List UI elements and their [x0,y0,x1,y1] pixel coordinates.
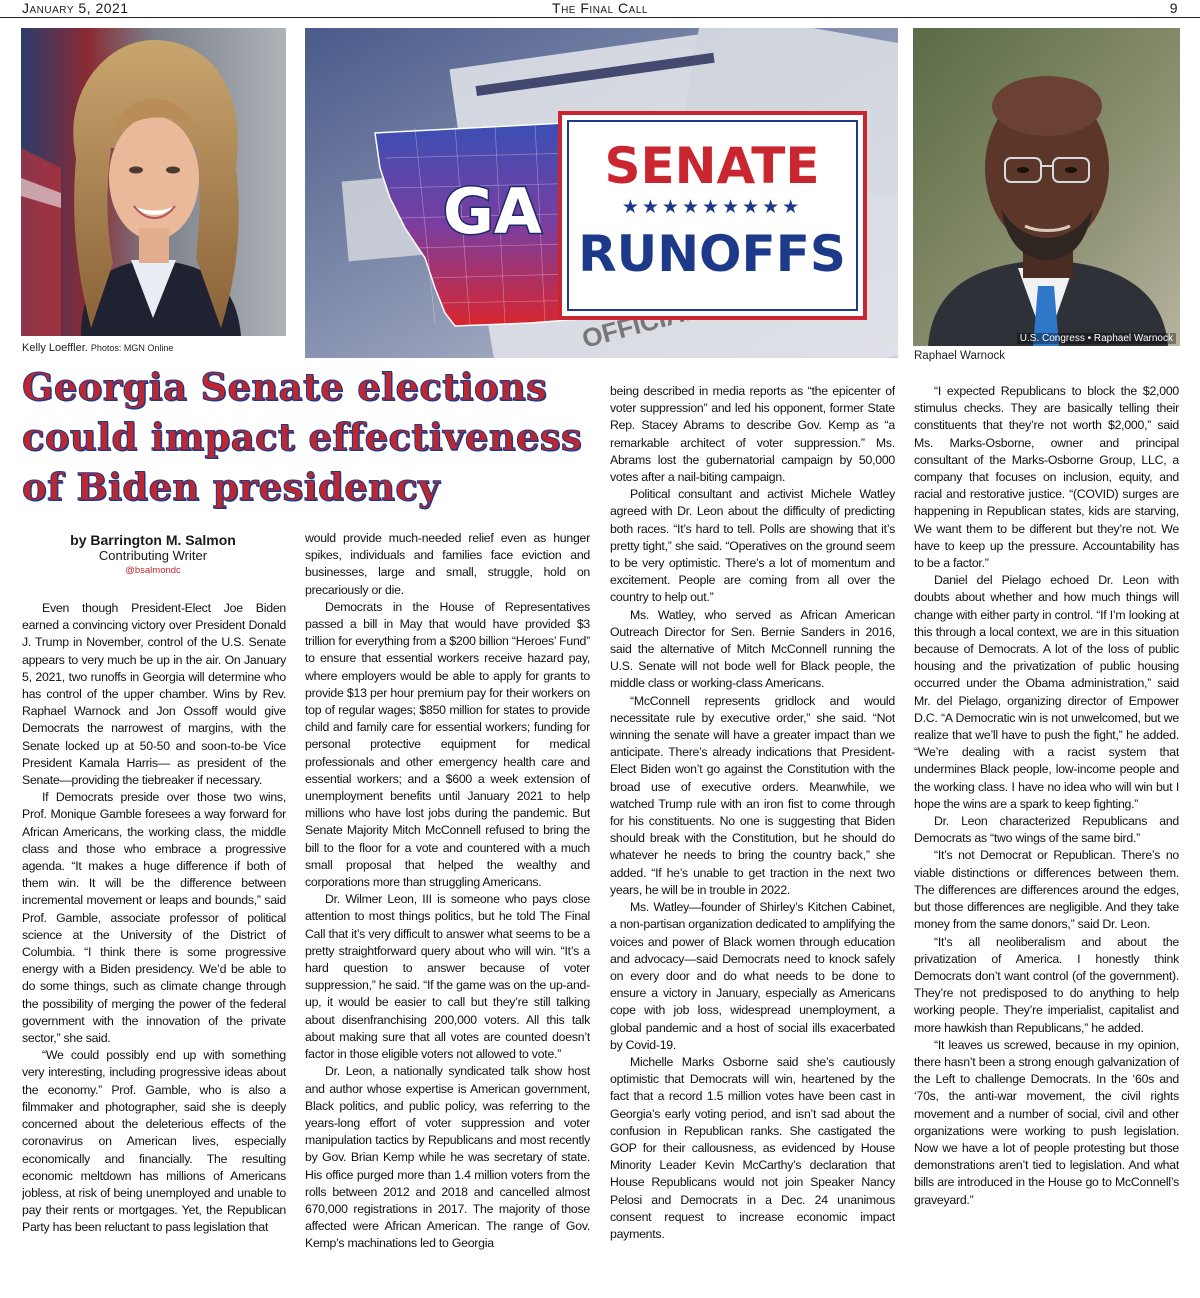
runoffs-label: RUNOFFS [578,225,846,283]
page-number: 9 [1169,0,1178,16]
page-folio [0,0,1200,18]
loeffler-caption-name: Kelly Loeffler. [22,342,88,354]
article-column-1 [22,600,286,1290]
paragraph: “We could possibly end up with something very interesting, including progressive ideas about the economy.” Prof. Gamble, who is also a filmmaker and photographer, said she is deeply concerned about the deleterious effects of the coronavirus on American lives, especially economically and financially. The resulting economic meltdown has millions of Americans jobless, at risk of being unemployed and unable to pay their rents or mortgages. Yet, the Republican Party has been reluctant to pass legislation that [22,1048,286,1235]
paragraph: “It’s not Democrat or Republican. There’s no viable distinctions or differences between them. The differences are differences around the edges, but those differences are negligible. And they take money from the same donors,” said Dr. Leon. [914,848,1179,932]
paragraph: Michelle Marks Osborne said she’s cautiously optimistic that Democrats will win, heartened by the fact that a record 1.5 million votes have been cast in Georgia’s early voting period, and isn’t sad about the confusion in Republican ranks. She castigated the GOP for their callousness, as evidenced by House Minority Leader Kevin McCarthy’s declaration that House Republicans would not join Speaker Nancy Pelosi and Democrats in a Dec. 24 unanimous consent request to increase economic impact payments. [610,1054,895,1241]
senate-label: SENATE [604,137,820,195]
warnock-photo-credit: U.S. Congress • Raphael Warnock [1017,333,1176,344]
paragraph: Political consultant and activist Michele Watley agreed with Dr. Leon about the difficulty of predicting both races. “It’s hard to tell. Polls are showing that it’s pretty tight,” she said. “Operatives on the ground seem to be very optimistic. There’s a lot of momentum and excitement. People are coming from all over the country to help out.” [610,487,895,605]
author-name: by Barrington M. Salmon [70,532,236,548]
author-handle[interactable]: @bsalmondc [125,565,181,576]
article-headline: Georgia Senate elections could impact effectiveness of Biden presidency [22,365,582,509]
paragraph: being described in media reports as “the epicenter of voter suppression” and led his opponent, former State Rep. Stacey Abrams to describe Gov. Kemp as “a remarkable architect of voter suppression.” Ms. Abrams lost the gubernatorial campaign by 50,000 votes after a nail-biting campaign. [610,384,895,485]
paragraph: Daniel del Pielago echoed Dr. Leon with doubts about whether and how much things will change with either party in control. “If I’m looking at this through a local context, we are in this situation because of Democrats. A lot of the loss of public housing and the privatization of public housing occurred under the Obama administration,” said Mr. del Pielago, organizing director of Empower D.C. “A Democratic win is not unwelcomed, but we realize that we’ll have to push the fight,” he added. “We’re dealing with a racist system that undermines Black people, low-income people and the working class. I have no idea who will win but I hope the wins are a spark to keep fighting.” [914,573,1179,811]
paragraph: would provide much-needed relief even as hunger spikes, individuals and families face eviction and businesses, large and small, struggle, hold on precariously or die. [305,531,590,597]
paragraph: Ms. Watley, who served as African American Outreach Director for Sen. Bernie Sanders in 2016, said the alternative of Mitch McConnell running the U.S. Senate will not bode well for Black people, the middle class or working-class Americans. [610,607,895,691]
paragraph: “McConnell represents gridlock and would necessitate rule by executive order,” she said. “Not winning the senate will have a greater impact than we anticipate. There’s already indications that President-Elect Biden won’t go against the Constitution with the broad use of executive orders. Meanwhile, we watched Trump rule with an iron fist to come through for his constituents. No one is suggesting that Biden should break with the Constitution, but he should do whatever he needs to bring the country back,” she added. “If he’s unable to get traction in the next two years, he will be in trouble in 2022. [610,693,895,897]
ga-senate-runoffs-graphic [305,28,898,358]
paragraph: “It leaves us screwed, because in my opinion, there hasn’t been a strong enough galvanization of the Left to challenge Democrats. In the ‘60s and ‘70s, the anti-war movement, the civil rights movement and a number of social, civil and other organizations were working to push legislation. Now we have a lot of people protesting but those demonstrations aren’t tied to legislation. And what bills are introduced in the House go to McConnell’s graveyard.” [914,1037,1179,1207]
paragraph: “It’s all neoliberalism and about the privatization of America. I honestly think Democrats don’t want control (of the government). They’re not predisposed to do anything to help working people. They’re imperialist, capitalist and more hawkish than Republicans,” he added. [914,934,1179,1035]
warnock-caption: Raphael Warnock [914,350,1005,362]
paragraph: Even though President-Elect Joe Biden earned a convincing victory over President Donald J. Trump in November, control of the U.S. Senate appears to very much be up in the air. On January 5, 2021, two runoffs in Georgia will determine who has control of the upper chamber. Wins by Rev. Raphael Warnock and Jon Ossoff would give Democrats the narrowest of margins, with the Senate locked up at 50-50 and soon-to-be Vice President Kamala Harris— as president of the Senate—providing the tiebreaker if necessary. [22,601,286,788]
ga-label: GA [443,175,542,248]
loeffler-caption [22,342,173,354]
paragraph: Dr. Leon characterized Republicans and Democrats as “two wings of the same bird.” [914,814,1179,846]
byline [22,532,284,576]
publication-name: The Final Call [552,0,648,16]
article-column-2 [305,530,590,1290]
photo-credit: Photos: MGN Online [90,343,174,353]
paragraph: Dr. Leon, a nationally syndicated talk show host and author whose expertise is American government, Black politics, and public policy, was referring to the years-long effort of voter suppression and voter manipulation tactics by Republicans and most recently by Gov. Brian Kemp while he was secretary of state. His office purged more than 1.4 million voters from the rolls between 2012 and 2018 and cancelled almost 670,000 registrations in 2017. The majority of those affected were African American. The range of Gov. Kemp’s machinations led to Georgia [305,1064,590,1251]
loeffler-photo [21,28,286,336]
paragraph: “I expected Republicans to block the $2,000 stimulus checks. They are basically telling their constituents that they’re not worth $2,000,” said Ms. Marks-Osborne, owner and principal consultant of the Marks-Osborne Group, LLC, a company that focuses on inclusion, equity, and racial and restorative justice. “(COVID) surges are happening in Republican states, kids are starving, We want them to be different but they’re not. We have to keep up the pressure. Accountability has to be a factor.” [914,384,1179,571]
warnock-photo [913,28,1180,346]
paragraph: Dr. Wilmer Leon, III is someone who pays close attention to most things politics, but he told The Final Call that it’s very difficult to answer what seems to be a pretty straightforward query about who will win. “It’s a hard question to answer because of voter suppression,” he said. “If the game was on the up-and-up, it would be easier to call but they’re still talking about disenfranchising 200,000 voters. All this talk about making sure that all votes are counted doesn’t factor in those eligible voters not allowed to vote.” [305,892,590,1062]
stars-row: ★★★★★★★★★ [621,196,803,218]
article-column-3 [610,383,895,1288]
issue-date: January 5, 2021 [22,0,129,16]
paragraph: If Democrats preside over those two wins, Prof. Monique Gamble foresees a way forward for African Americans, the working class, the middle class and those who embrace a progressive agenda. “It makes a huge difference if both of them win. It will be the difference between incremental movement or leaps and bounds,” said Prof. Gamble, associate professor of political science at the University of the District of Columbia. “I think there is some progressive energy with a Biden presidency. We’d be able to do some things, such as climate change through the possibility of merging the power of the federal government with the innovation of the private sector,” she said. [22,790,286,1046]
paragraph: Democrats in the House of Representatives passed a bill in May that would have provided $3 trillion for everything from a $200 billion “Heroes’ Fund” to ensure that essential workers receive hazard pay, where employers would be able to apply for grants to provide $13 per hour premium pay for their workers on top of regular wages; $850 million for states to provide child and family care for essential workers; funding for personal protective equipment for medical professionals and other emergency health care and essential workers; and a $600 a week extension of unemployment benefits until January 2021 to help millions who have lost jobs during the pandemic. But Senate Majority Mitch McConnell refused to bring the bill to the floor for a vote and countered with a much small proposal that helped the wealthy and corporations more than struggling Americans. [305,599,590,890]
paragraph: Ms. Watley—founder of Shirley’s Kitchen Cabinet, a non-partisan organization dedicated to amplifying the voices and power of Black women through education and advocacy—said Democrats need to knock safely on every door and do what needs to be done to ensure a victory in January, especially as Americans cope with job loss, widespread unemployment, a global pandemic and a host of social ills exacerbated by Covid-19. [610,900,895,1052]
article-column-4 [914,383,1179,1288]
author-role: Contributing Writer [98,548,208,563]
